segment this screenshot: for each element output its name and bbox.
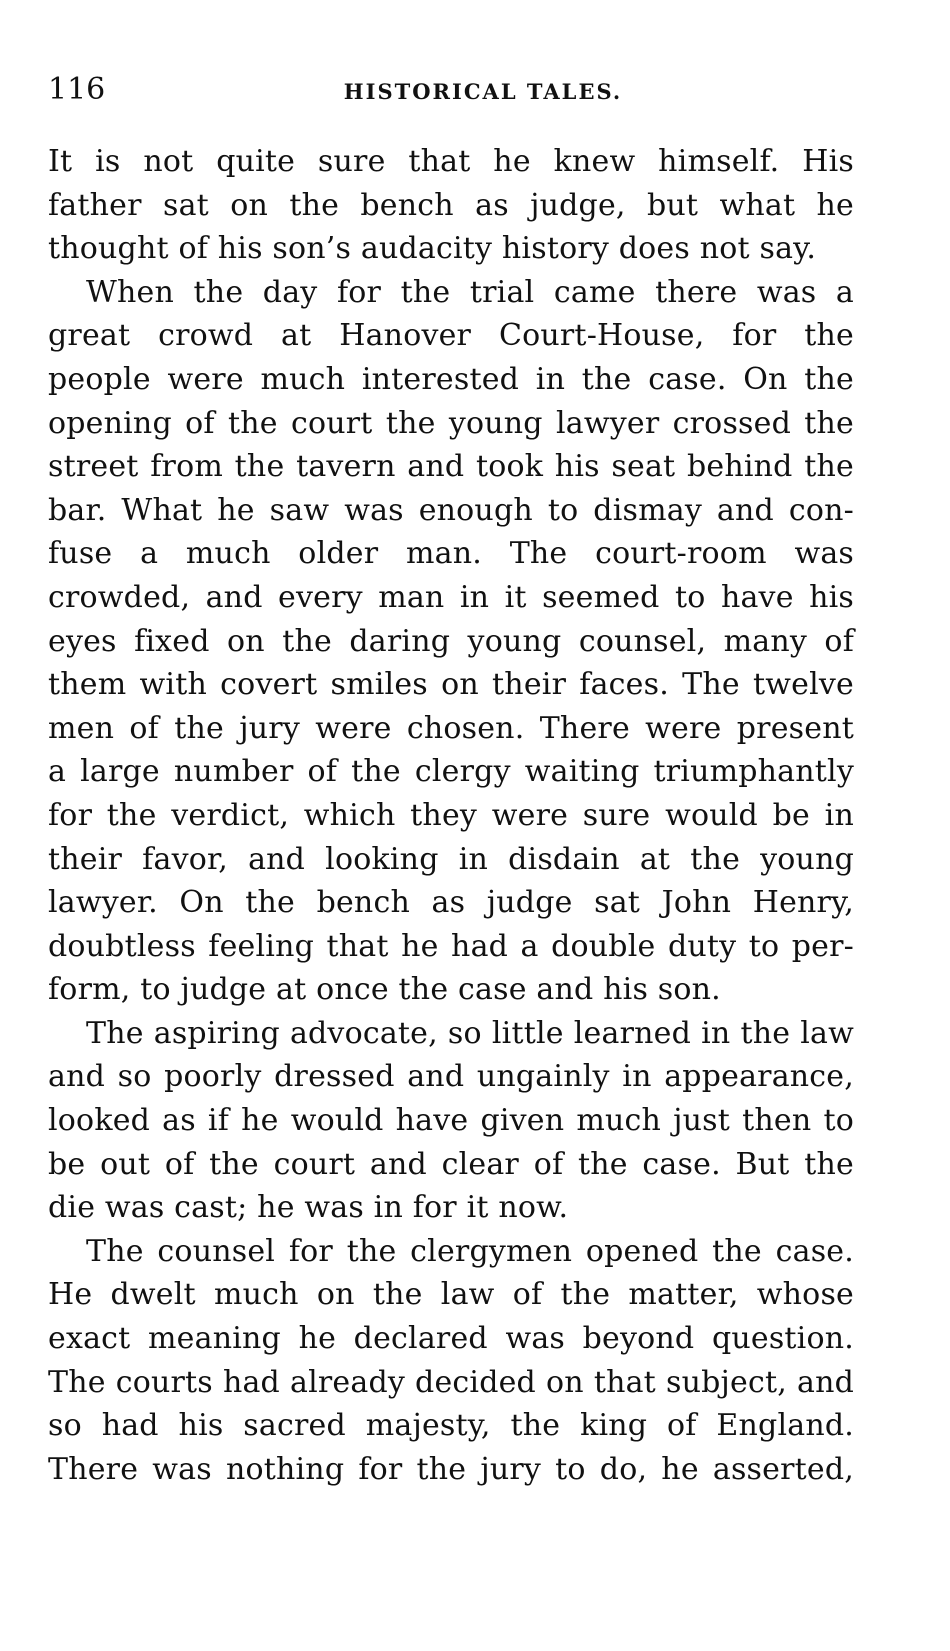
text-line: people were much interested in the case. On the (48, 361, 854, 397)
text-line: them with covert smiles on their faces. The twelve (48, 667, 854, 703)
text-line: thought of his son’s audacity history does not say. (48, 231, 817, 267)
text-line: The counsel for the clergymen opened the case. (86, 1233, 854, 1269)
text-line: father sat on the bench as judge, but what he (48, 187, 854, 223)
paragraph-3 (48, 1012, 854, 1230)
text-line: The courts had already decided on that subject, and (48, 1364, 854, 1400)
text-line: lawyer. On the bench as judge sat John Henry, (48, 885, 854, 921)
paragraph-2 (48, 271, 854, 1012)
text-line: It is not quite sure that he knew himself. His (48, 144, 854, 179)
body-text (48, 140, 854, 1491)
text-line: be out of the court and clear of the case. But the (48, 1146, 854, 1182)
text-line: die was cast; he was in for it now. (48, 1190, 569, 1226)
text-line: When the day for the trial came there was a (86, 274, 854, 310)
text-line: so had his sacred majesty, the king of England. (48, 1408, 854, 1444)
text-line: eyes fixed on the daring young counsel, many of (48, 623, 854, 659)
text-line: great crowd at Hanover Court-House, for the (48, 318, 854, 354)
text-line: There was nothing for the jury to do, he asserted, (48, 1451, 854, 1487)
text-line: opening of the court the young lawyer crossed the (48, 405, 854, 441)
text-line: and so poorly dressed and ungainly in appearance, (48, 1059, 854, 1095)
text-line: form, to judge at once the case and his son. (48, 972, 721, 1008)
text-line: their favor, and looking in disdain at the young (48, 841, 854, 877)
text-line: exact meaning he declared was beyond question. (48, 1321, 854, 1357)
text-line: The aspiring advocate, so little learned in the law (86, 1015, 854, 1051)
text-line: bar. What he saw was enough to dismay and con- (48, 492, 854, 528)
paragraph-4 (48, 1230, 854, 1492)
text-line: street from the tavern and took his seat behind the (48, 449, 854, 485)
text-line: men of the jury were chosen. There were present (48, 710, 854, 746)
text-line: doubtless feeling that he had a double duty to per- (48, 928, 854, 964)
text-line: crowded, and every man in it seemed to have his (48, 579, 854, 615)
text-line: He dwelt much on the law of the matter, whose (48, 1277, 854, 1313)
running-head (48, 70, 858, 110)
page-number: 116 (48, 72, 106, 107)
running-title: HISTORICAL TALES. (343, 79, 623, 104)
text-line: fuse a much older man. The court-room was (48, 536, 854, 572)
text-line: for the verdict, which they were sure would be in (48, 797, 854, 833)
text-line: looked as if he would have given much just then to (48, 1103, 854, 1139)
text-line: a large number of the clergy waiting triumphantly (48, 754, 854, 790)
paragraph-1 (48, 140, 854, 271)
